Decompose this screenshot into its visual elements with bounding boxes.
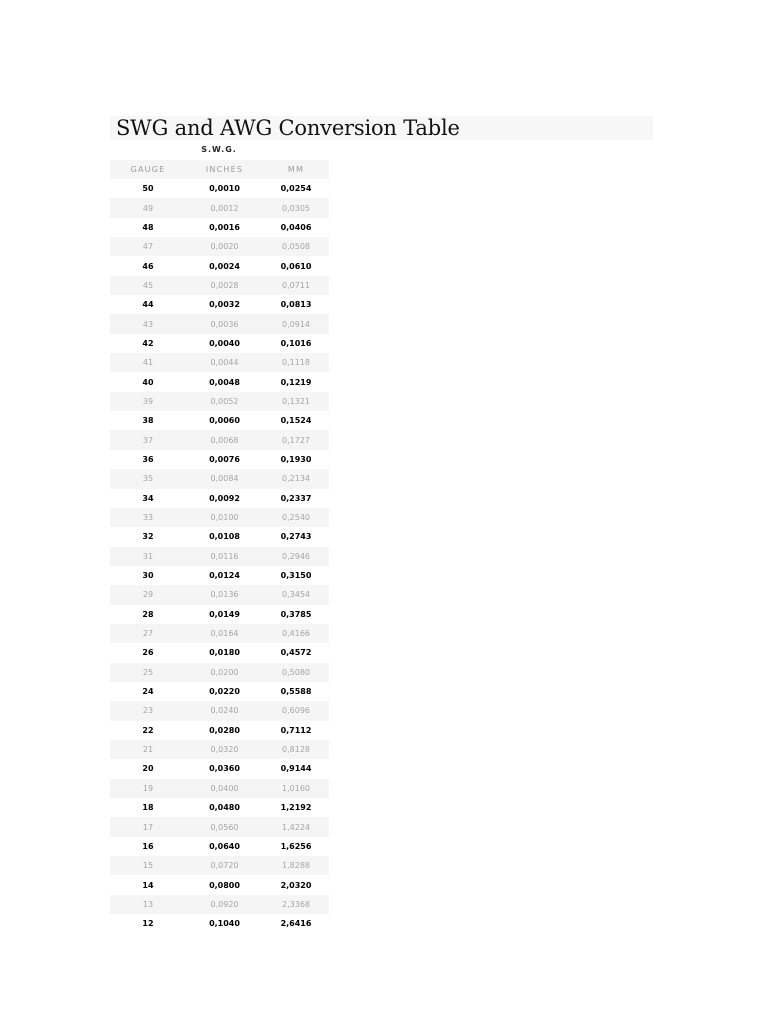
table-row bbox=[110, 276, 329, 295]
gauge-cell: 29 bbox=[142, 590, 154, 600]
gauge-cell: 25 bbox=[142, 667, 154, 677]
inches-cell: 0,0116 bbox=[210, 551, 239, 561]
mm-cell: 0,1524 bbox=[280, 416, 312, 426]
mm-cell: 0,9144 bbox=[280, 764, 312, 774]
swg-group-label: S.W.G. bbox=[201, 145, 237, 154]
mm-cell: 0,0305 bbox=[282, 203, 310, 213]
table-row bbox=[110, 721, 329, 740]
inches-cell: 0,0048 bbox=[209, 377, 240, 387]
gauge-cell: 32 bbox=[142, 532, 154, 542]
gauge-cell: 49 bbox=[142, 203, 154, 213]
mm-cell: 1,8288 bbox=[282, 861, 310, 871]
inches-cell: 0,0032 bbox=[209, 300, 240, 310]
table-row bbox=[110, 837, 329, 856]
table-row bbox=[110, 527, 329, 546]
gauge-cell: 48 bbox=[142, 222, 154, 232]
inches-cell: 0,0920 bbox=[210, 899, 239, 909]
mm-cell: 0,0406 bbox=[280, 222, 312, 232]
gauge-cell: 24 bbox=[142, 687, 154, 697]
inches-cell: 0,0240 bbox=[210, 706, 239, 716]
table-row bbox=[110, 237, 329, 256]
table-row bbox=[110, 779, 329, 798]
inches-cell: 0,0068 bbox=[210, 435, 239, 445]
mm-cell: 0,7112 bbox=[280, 725, 312, 735]
mm-cell: 0,2337 bbox=[280, 493, 312, 503]
gauge-cell: 13 bbox=[142, 899, 154, 909]
table-row bbox=[110, 566, 329, 585]
table-row bbox=[110, 198, 329, 217]
inches-cell: 0,0180 bbox=[209, 648, 240, 658]
inches-cell: 0,0280 bbox=[209, 725, 240, 735]
gauge-cell: 18 bbox=[142, 803, 154, 813]
header-mm: MM bbox=[287, 165, 305, 174]
mm-cell: 1,6256 bbox=[280, 841, 312, 851]
inches-cell: 0,0640 bbox=[209, 841, 240, 851]
inches-cell: 0,0124 bbox=[209, 571, 240, 581]
gauge-cell: 50 bbox=[142, 184, 154, 194]
gauge-cell: 30 bbox=[142, 571, 154, 581]
mm-cell: 0,3454 bbox=[282, 590, 310, 600]
gauge-cell: 21 bbox=[142, 745, 154, 755]
mm-cell: 1,0160 bbox=[282, 783, 310, 793]
table-row bbox=[110, 798, 329, 817]
table-row bbox=[110, 508, 329, 527]
inches-cell: 0,0060 bbox=[209, 416, 240, 426]
mm-cell: 0,2540 bbox=[282, 513, 310, 523]
inches-cell: 0,0164 bbox=[210, 629, 239, 639]
mm-cell: 0,1930 bbox=[280, 454, 312, 464]
table-row bbox=[110, 392, 329, 411]
table-row bbox=[110, 914, 329, 933]
page-title: SWG and AWG Conversion Table bbox=[116, 116, 460, 140]
table-row bbox=[110, 701, 329, 720]
mm-cell: 0,3785 bbox=[280, 609, 312, 619]
inches-cell: 0,0044 bbox=[210, 358, 239, 368]
mm-cell: 0,6096 bbox=[282, 706, 310, 716]
gauge-cell: 14 bbox=[142, 880, 154, 890]
gauge-cell: 47 bbox=[142, 242, 154, 252]
inches-cell: 0,0108 bbox=[209, 532, 240, 542]
table-row bbox=[110, 605, 329, 624]
mm-cell: 0,0813 bbox=[280, 300, 312, 310]
table-row bbox=[110, 817, 329, 836]
inches-cell: 0,0800 bbox=[209, 880, 240, 890]
mm-cell: 0,4572 bbox=[280, 648, 312, 658]
mm-cell: 0,0914 bbox=[282, 319, 310, 329]
mm-cell: 0,2134 bbox=[282, 474, 310, 484]
inches-cell: 0,0052 bbox=[210, 396, 239, 406]
gauge-cell: 23 bbox=[142, 706, 154, 716]
gauge-cell: 26 bbox=[142, 648, 154, 658]
gauge-cell: 45 bbox=[142, 280, 154, 290]
inches-cell: 0,0020 bbox=[210, 242, 239, 252]
table-header-row bbox=[110, 160, 329, 179]
inches-cell: 0,0012 bbox=[210, 203, 239, 213]
inches-cell: 0,0010 bbox=[209, 184, 240, 194]
inches-cell: 0,0400 bbox=[210, 783, 239, 793]
table-row bbox=[110, 430, 329, 449]
inches-cell: 0,0024 bbox=[209, 261, 240, 271]
gauge-cell: 39 bbox=[142, 396, 154, 406]
gauge-cell: 41 bbox=[142, 358, 154, 368]
gauge-cell: 19 bbox=[142, 783, 154, 793]
inches-cell: 0,0028 bbox=[210, 280, 239, 290]
inches-cell: 0,0036 bbox=[210, 319, 239, 329]
mm-cell: 0,1321 bbox=[282, 396, 310, 406]
gauge-cell: 15 bbox=[142, 861, 154, 871]
table-row bbox=[110, 585, 329, 604]
mm-cell: 1,4224 bbox=[282, 822, 310, 832]
mm-cell: 0,3150 bbox=[280, 571, 312, 581]
gauge-cell: 20 bbox=[142, 764, 154, 774]
gauge-cell: 42 bbox=[142, 338, 154, 348]
inches-cell: 0,0149 bbox=[209, 609, 240, 619]
table-row bbox=[110, 218, 329, 237]
table-row bbox=[110, 353, 329, 372]
mm-cell: 2,6416 bbox=[280, 919, 312, 929]
table-row bbox=[110, 547, 329, 566]
gauge-cell: 16 bbox=[142, 841, 154, 851]
mm-cell: 1,2192 bbox=[280, 803, 312, 813]
table-row bbox=[110, 895, 329, 914]
table-row bbox=[110, 682, 329, 701]
inches-cell: 0,0084 bbox=[210, 474, 239, 484]
mm-cell: 2,0320 bbox=[280, 880, 312, 890]
gauge-cell: 28 bbox=[142, 609, 154, 619]
table-row bbox=[110, 256, 329, 275]
mm-cell: 0,0254 bbox=[280, 184, 312, 194]
inches-cell: 0,0200 bbox=[210, 667, 239, 677]
mm-cell: 0,0610 bbox=[280, 261, 312, 271]
inches-cell: 0,0092 bbox=[209, 493, 240, 503]
mm-cell: 0,1727 bbox=[282, 435, 310, 445]
mm-cell: 0,1016 bbox=[280, 338, 312, 348]
gauge-cell: 40 bbox=[142, 377, 154, 387]
table-row bbox=[110, 663, 329, 682]
mm-cell: 0,1219 bbox=[280, 377, 312, 387]
inches-cell: 0,0320 bbox=[210, 745, 239, 755]
header-inches: INCHES bbox=[205, 165, 244, 174]
gauge-cell: 38 bbox=[142, 416, 154, 426]
gauge-cell: 33 bbox=[142, 513, 154, 523]
mm-cell: 0,2743 bbox=[280, 532, 312, 542]
gauge-cell: 17 bbox=[142, 822, 154, 832]
mm-cell: 0,2946 bbox=[282, 551, 310, 561]
table-row bbox=[110, 179, 329, 198]
table-row bbox=[110, 314, 329, 333]
gauge-cell: 36 bbox=[142, 454, 154, 464]
inches-cell: 0,0360 bbox=[209, 764, 240, 774]
table-row bbox=[110, 334, 329, 353]
mm-cell: 0,0711 bbox=[282, 280, 310, 290]
inches-cell: 0,1040 bbox=[209, 919, 240, 929]
inches-cell: 0,0720 bbox=[210, 861, 239, 871]
swg-conversion-table bbox=[110, 160, 329, 933]
table-row bbox=[110, 740, 329, 759]
gauge-cell: 22 bbox=[142, 725, 154, 735]
inches-cell: 0,0560 bbox=[210, 822, 239, 832]
inches-cell: 0,0220 bbox=[209, 687, 240, 697]
gauge-cell: 31 bbox=[142, 551, 154, 561]
gauge-cell: 46 bbox=[142, 261, 154, 271]
mm-cell: 2,3368 bbox=[282, 899, 310, 909]
mm-cell: 0,8128 bbox=[282, 745, 310, 755]
table-row bbox=[110, 295, 329, 314]
header-gauge: GAUGE bbox=[130, 165, 166, 174]
inches-cell: 0,0136 bbox=[210, 590, 239, 600]
table-row bbox=[110, 489, 329, 508]
gauge-cell: 27 bbox=[142, 629, 154, 639]
gauge-cell: 37 bbox=[142, 435, 154, 445]
inches-cell: 0,0016 bbox=[209, 222, 240, 232]
inches-cell: 0,0100 bbox=[210, 513, 239, 523]
mm-cell: 0,1118 bbox=[282, 358, 310, 368]
table-row bbox=[110, 759, 329, 778]
table-row bbox=[110, 624, 329, 643]
mm-cell: 0,0508 bbox=[282, 242, 310, 252]
mm-cell: 0,4166 bbox=[282, 629, 310, 639]
gauge-cell: 12 bbox=[142, 919, 154, 929]
mm-cell: 0,5080 bbox=[282, 667, 310, 677]
table-row bbox=[110, 856, 329, 875]
table-body bbox=[110, 179, 329, 933]
table-row bbox=[110, 450, 329, 469]
table-row bbox=[110, 411, 329, 430]
inches-cell: 0,0480 bbox=[209, 803, 240, 813]
table-row bbox=[110, 875, 329, 894]
table-row bbox=[110, 469, 329, 488]
inches-cell: 0,0040 bbox=[209, 338, 240, 348]
gauge-cell: 35 bbox=[142, 474, 154, 484]
gauge-cell: 44 bbox=[142, 300, 154, 310]
gauge-cell: 43 bbox=[142, 319, 154, 329]
gauge-cell: 34 bbox=[142, 493, 154, 503]
mm-cell: 0,5588 bbox=[280, 687, 312, 697]
inches-cell: 0,0076 bbox=[209, 454, 240, 464]
table-row bbox=[110, 372, 329, 391]
table-row bbox=[110, 643, 329, 662]
